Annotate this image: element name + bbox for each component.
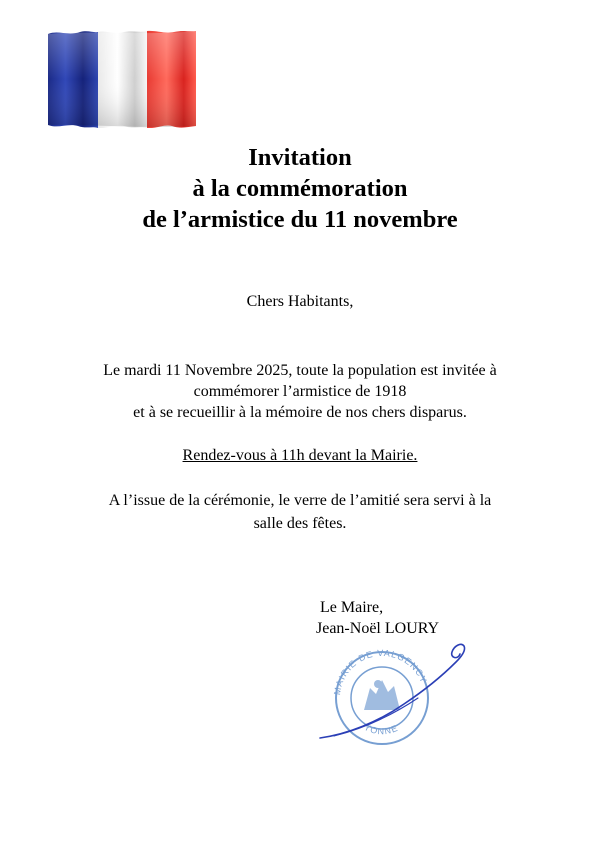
greeting: Chers Habitants,: [246, 293, 354, 310]
french-flag-icon: [48, 30, 196, 128]
closing-paragraph: [0, 489, 595, 535]
signature-role: Le Maire,: [320, 599, 384, 616]
body-line-1: Le mardi 11 Novembre 2025, toute la population est invitée à: [103, 362, 497, 379]
invitation-title: [0, 142, 595, 235]
closing-line-1: A l’issue de la cérémonie, le verre de l’amitié sera servi à la: [108, 492, 492, 509]
title-line-3: de l’armistice du 11 novembre: [142, 206, 458, 233]
stamp-text-top: MAIRIE DE VALGENCY: [331, 647, 430, 696]
stamp-text-bottom: YONNE: [362, 721, 400, 737]
title-line-2: à la commémoration: [192, 175, 408, 202]
invitation-body: [0, 360, 595, 423]
rendezvous: [0, 446, 595, 466]
title-line-1: Invitation: [248, 144, 352, 171]
signature-name: Jean-Noël LOURY: [316, 620, 440, 637]
body-line-2: commémorer l’armistice de 1918: [193, 383, 407, 400]
closing-line-2: salle des fêtes.: [253, 515, 347, 532]
body-line-3: et à se recueillir à la mémoire de nos chers disparus.: [133, 404, 467, 421]
rendezvous-text: Rendez-vous à 11h devant la Mairie.: [182, 447, 418, 464]
mairie-stamp-icon: [318, 640, 468, 750]
